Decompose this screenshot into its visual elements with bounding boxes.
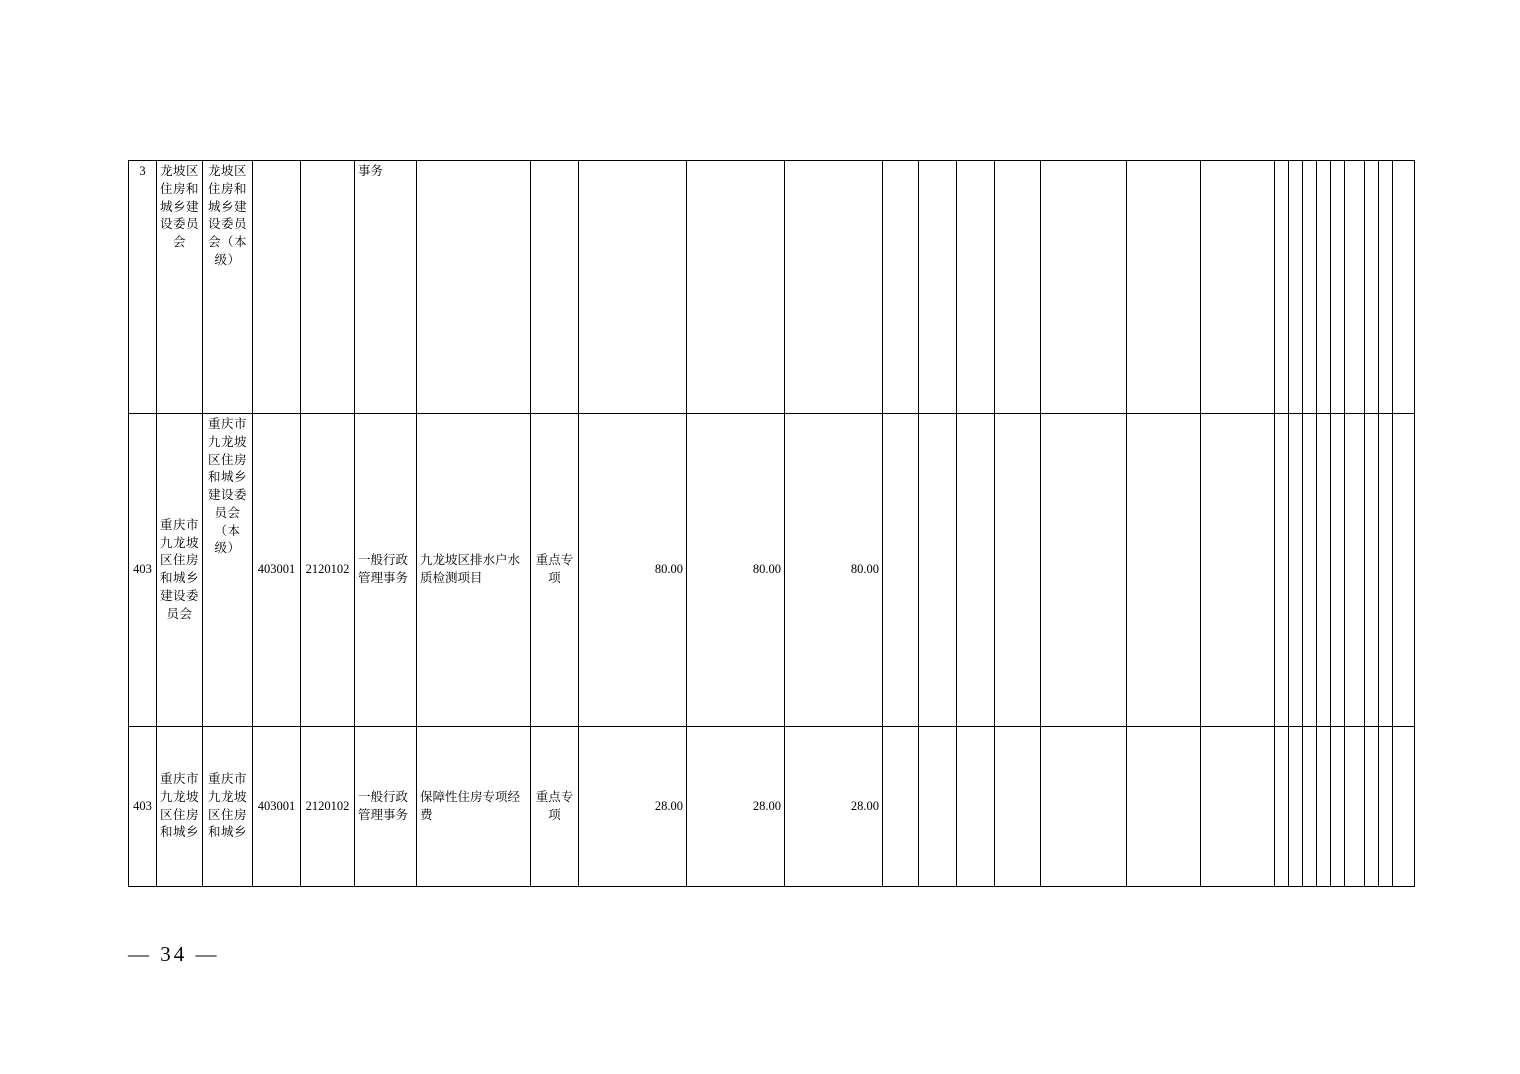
cell-extra [883, 161, 919, 414]
cell-extra [1201, 161, 1275, 414]
cell-extra [1303, 161, 1317, 414]
cell-extra [1317, 727, 1331, 887]
cell-extra [1041, 727, 1127, 887]
cell-extra [1317, 161, 1331, 414]
cell-amount-1: 28.00 [687, 727, 785, 887]
cell-extra-last [1393, 414, 1415, 727]
cell-extra [1201, 414, 1275, 727]
cell-extra [1275, 727, 1289, 887]
cell-unit: 龙坡区住房和城乡建设委员会（本级） [203, 161, 253, 414]
cell-unit: 重庆市九龙坡区住房和城乡 [203, 727, 253, 887]
cell-extra [1303, 414, 1317, 727]
cell-extra [1317, 414, 1331, 727]
cell-extra [1289, 161, 1303, 414]
cell-seq: 403 [129, 727, 157, 887]
cell-department: 龙坡区住房和城乡建设委员会 [157, 161, 203, 414]
cell-extra-last [1393, 727, 1415, 887]
cell-extra [995, 727, 1041, 887]
cell-department: 重庆市九龙坡区住房和城乡 [157, 727, 203, 887]
cell-amount-1 [687, 161, 785, 414]
cell-project: 九龙坡区排水户水质检测项目 [417, 414, 531, 727]
cell-extra [1379, 414, 1393, 727]
cell-project: 保障性住房专项经费 [417, 727, 531, 887]
cell-type: 重点专项 [531, 727, 579, 887]
cell-seq: 403 [129, 414, 157, 727]
cell-extra [1345, 161, 1365, 414]
cell-code2: 2120102 [301, 727, 355, 887]
cell-extra [1303, 727, 1317, 887]
cell-code2: 2120102 [301, 414, 355, 727]
table-row [129, 727, 1415, 887]
cell-amount-2: 28.00 [785, 727, 883, 887]
table-row [129, 161, 1415, 414]
cell-total: 80.00 [579, 414, 687, 727]
cell-extra [1379, 727, 1393, 887]
cell-extra [1365, 727, 1379, 887]
cell-extra [1331, 161, 1345, 414]
cell-extra [1345, 727, 1365, 887]
cell-extra [995, 161, 1041, 414]
cell-extra [1041, 161, 1127, 414]
cell-function: 一般行政管理事务 [355, 727, 417, 887]
cell-extra [1379, 161, 1393, 414]
cell-extra [1289, 414, 1303, 727]
cell-amount-2 [785, 161, 883, 414]
cell-extra [883, 414, 919, 727]
cell-function: 一般行政管理事务 [355, 414, 417, 727]
cell-code1: 403001 [253, 414, 301, 727]
cell-extra [1275, 414, 1289, 727]
cell-extra [883, 727, 919, 887]
budget-table [128, 160, 1415, 887]
cell-extra [1127, 414, 1201, 727]
cell-unit: 重庆市九龙坡区住房和城乡建设委员会（本级） [203, 414, 253, 727]
cell-seq: 3 [129, 161, 157, 414]
cell-extra [1365, 414, 1379, 727]
cell-extra [1127, 161, 1201, 414]
cell-extra [1345, 414, 1365, 727]
cell-extra [919, 161, 957, 414]
cell-extra [957, 414, 995, 727]
cell-extra [919, 727, 957, 887]
cell-extra [957, 727, 995, 887]
cell-code1 [253, 161, 301, 414]
cell-department: 重庆市九龙坡区住房和城乡建设委员会 [157, 414, 203, 727]
cell-extra [1275, 161, 1289, 414]
cell-code1: 403001 [253, 727, 301, 887]
cell-amount-1: 80.00 [687, 414, 785, 727]
cell-type [531, 161, 579, 414]
table-row [129, 414, 1415, 727]
cell-extra [1331, 727, 1345, 887]
cell-extra-last [1393, 161, 1415, 414]
cell-extra [1127, 727, 1201, 887]
cell-extra [1365, 161, 1379, 414]
cell-extra [919, 414, 957, 727]
cell-extra [1041, 414, 1127, 727]
cell-extra [995, 414, 1041, 727]
page-number: — 34 — [128, 942, 220, 966]
cell-extra [1289, 727, 1303, 887]
cell-function: 事务 [355, 161, 417, 414]
cell-total: 28.00 [579, 727, 687, 887]
cell-amount-2: 80.00 [785, 414, 883, 727]
cell-code2 [301, 161, 355, 414]
cell-total [579, 161, 687, 414]
cell-extra [1331, 414, 1345, 727]
cell-extra [957, 161, 995, 414]
cell-type: 重点专项 [531, 414, 579, 727]
cell-extra [1201, 727, 1275, 887]
cell-project [417, 161, 531, 414]
